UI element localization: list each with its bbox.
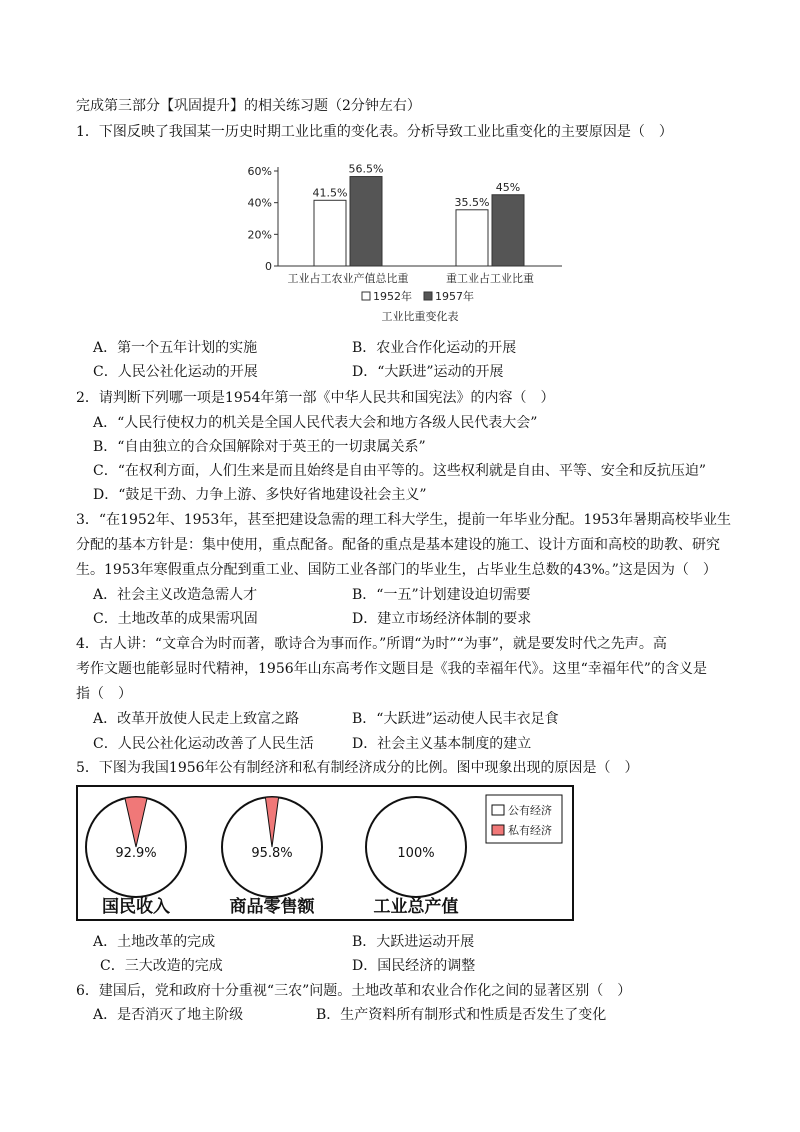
- bar-data-label: 56.5%: [348, 162, 384, 176]
- ownership-pie-figure: [76, 785, 574, 921]
- question-3-stem-line-3: 生。1953年寒假重点分配到重工业、国防工业各部门的毕业生，占毕业生总数的43%。”这是因为（ ）: [76, 562, 717, 578]
- q5-option-a[interactable]: A．土地改革的完成: [93, 934, 216, 950]
- pie-category-label: 商品零售额: [229, 897, 315, 917]
- legend-swatch: [362, 292, 370, 300]
- pie-value-label: 100%: [397, 846, 435, 861]
- question-4-stem-line-1: 4．古人讲：“文章合为时而著，歌诗合为事而作。”所谓“为时”“为事”，就是要发时代之先声。高: [76, 636, 667, 652]
- q5-option-d[interactable]: D．国民经济的调整: [352, 958, 476, 974]
- question-3-stem-line-1: 3．“在1952年、1953年，甚至把建设急需的理工科大学生，提前一年毕业分配。1953年暑期高校毕业生: [76, 512, 731, 528]
- question-4-stem-line-2: 考作文题也能彰显时代精神，1956年山东高考作文题目是《我的幸福年代》。这里“幸福年代”的含义是: [76, 661, 707, 677]
- bar-1957年-0: [350, 177, 382, 266]
- q4-option-c[interactable]: C．人民公社化运动改善了人民生活: [93, 736, 314, 752]
- q2-option-d[interactable]: D．“鼓足干劲、力争上游、多快好省地建设社会主义”: [93, 487, 427, 503]
- bar-data-label: 45%: [495, 180, 521, 194]
- q1-option-b[interactable]: B．农业合作化运动的开展: [352, 340, 517, 356]
- question-1-stem: 1．下图反映了我国某一历史时期工业比重的变化表。分析导致工业比重变化的主要原因是（ ）: [76, 124, 673, 140]
- q3-option-a[interactable]: A．社会主义改造急需人才: [93, 587, 258, 603]
- bar-chart-title: 工业比重变化表: [381, 310, 459, 323]
- bar-1952年-1: [456, 210, 488, 266]
- pie-legend-swatch: [492, 825, 504, 835]
- bar-data-label: 35.5%: [454, 195, 490, 209]
- q2-option-a[interactable]: A．“人民行使权力的机关是全国人民代表大会和地方各级人民代表大会”: [93, 415, 538, 431]
- question-3-stem-line-2: 分配的基本方针是：集中使用，重点配备。配备的重点是基本建设的施工、设计方面和高校的助教、研究: [76, 537, 720, 553]
- bar-1952年-0: [314, 200, 346, 266]
- category-label: 重工业占工业比重: [446, 272, 534, 285]
- bar-data-label: 41.5%: [312, 186, 348, 200]
- q1-option-d[interactable]: D．“大跃进”运动的开展: [352, 364, 504, 380]
- q2-option-c[interactable]: C．“在权利方面，人们生来是而且始终是自由平等的。这些权利就是自由、平等、安全和反抗压迫”: [93, 463, 707, 479]
- y-tick-label: 20%: [247, 228, 272, 242]
- q3-option-d[interactable]: D．建立市场经济体制的要求: [352, 611, 532, 627]
- q4-option-d[interactable]: D．社会主义基本制度的建立: [352, 736, 532, 752]
- question-2-stem: 2．请判断下列哪一项是1954年第一部《中华人民共和国宪法》的内容（ ）: [76, 390, 555, 406]
- q4-option-a[interactable]: A．改革开放使人民走上致富之路: [93, 711, 300, 727]
- question-5-stem: 5．下图为我国1956年公有制经济和私有制经济成分的比例。图中现象出现的原因是（ ）: [76, 760, 639, 776]
- category-label: 工业占工农业产值总比重: [287, 272, 409, 285]
- pie-value-label: 95.8%: [251, 846, 293, 861]
- bar-1957年-1: [492, 195, 524, 266]
- question-4-stem-line-3: 指（ ）: [76, 686, 132, 702]
- q6-option-a[interactable]: A．是否消灭了地主阶级: [93, 1007, 244, 1023]
- pie-legend-label: 公有经济: [508, 804, 552, 817]
- pie-category-label: 工业总产值: [373, 897, 459, 917]
- y-tick-label: 60%: [247, 165, 272, 178]
- question-6-stem: 6．建国后，党和政府十分重视“三农”问题。土地改革和农业合作化之间的显著区别（ ）: [76, 983, 632, 999]
- q2-option-b[interactable]: B．“自由独立的合众国解除对于英王的一切隶属关系”: [93, 439, 426, 455]
- legend-label: 1957年: [435, 290, 474, 303]
- q1-option-a[interactable]: A．第一个五年计划的实施: [93, 340, 258, 356]
- q5-option-c[interactable]: C．三大改造的完成: [100, 958, 223, 974]
- q1-option-c[interactable]: C．人民公社化运动的开展: [93, 364, 258, 380]
- pie-value-label: 92.9%: [115, 846, 157, 861]
- q3-option-c[interactable]: C．土地改革的成果需巩固: [93, 611, 258, 627]
- legend-label: 1952年: [373, 290, 412, 303]
- q4-option-b[interactable]: B．“大跃进”运动使人民丰衣足食: [352, 711, 559, 727]
- y-tick-label: 0: [265, 260, 272, 273]
- section-instruction: 完成第三部分【巩固提升】的相关练习题（2分钟左右）: [76, 98, 421, 114]
- pie-legend-swatch: [492, 805, 504, 815]
- y-tick-label: 40%: [247, 196, 272, 210]
- q6-option-b[interactable]: B．生产资料所有制形式和性质是否发生了变化: [316, 1007, 607, 1023]
- q3-option-b[interactable]: B．“一五”计划建设迫切需要: [352, 587, 531, 603]
- q5-option-b[interactable]: B．大跃进运动开展: [352, 934, 475, 950]
- pie-category-label: 国民收入: [102, 897, 170, 917]
- pie-legend-label: 私有经济: [508, 824, 552, 837]
- industry-bar-chart: [240, 155, 580, 330]
- legend-swatch: [424, 292, 432, 300]
